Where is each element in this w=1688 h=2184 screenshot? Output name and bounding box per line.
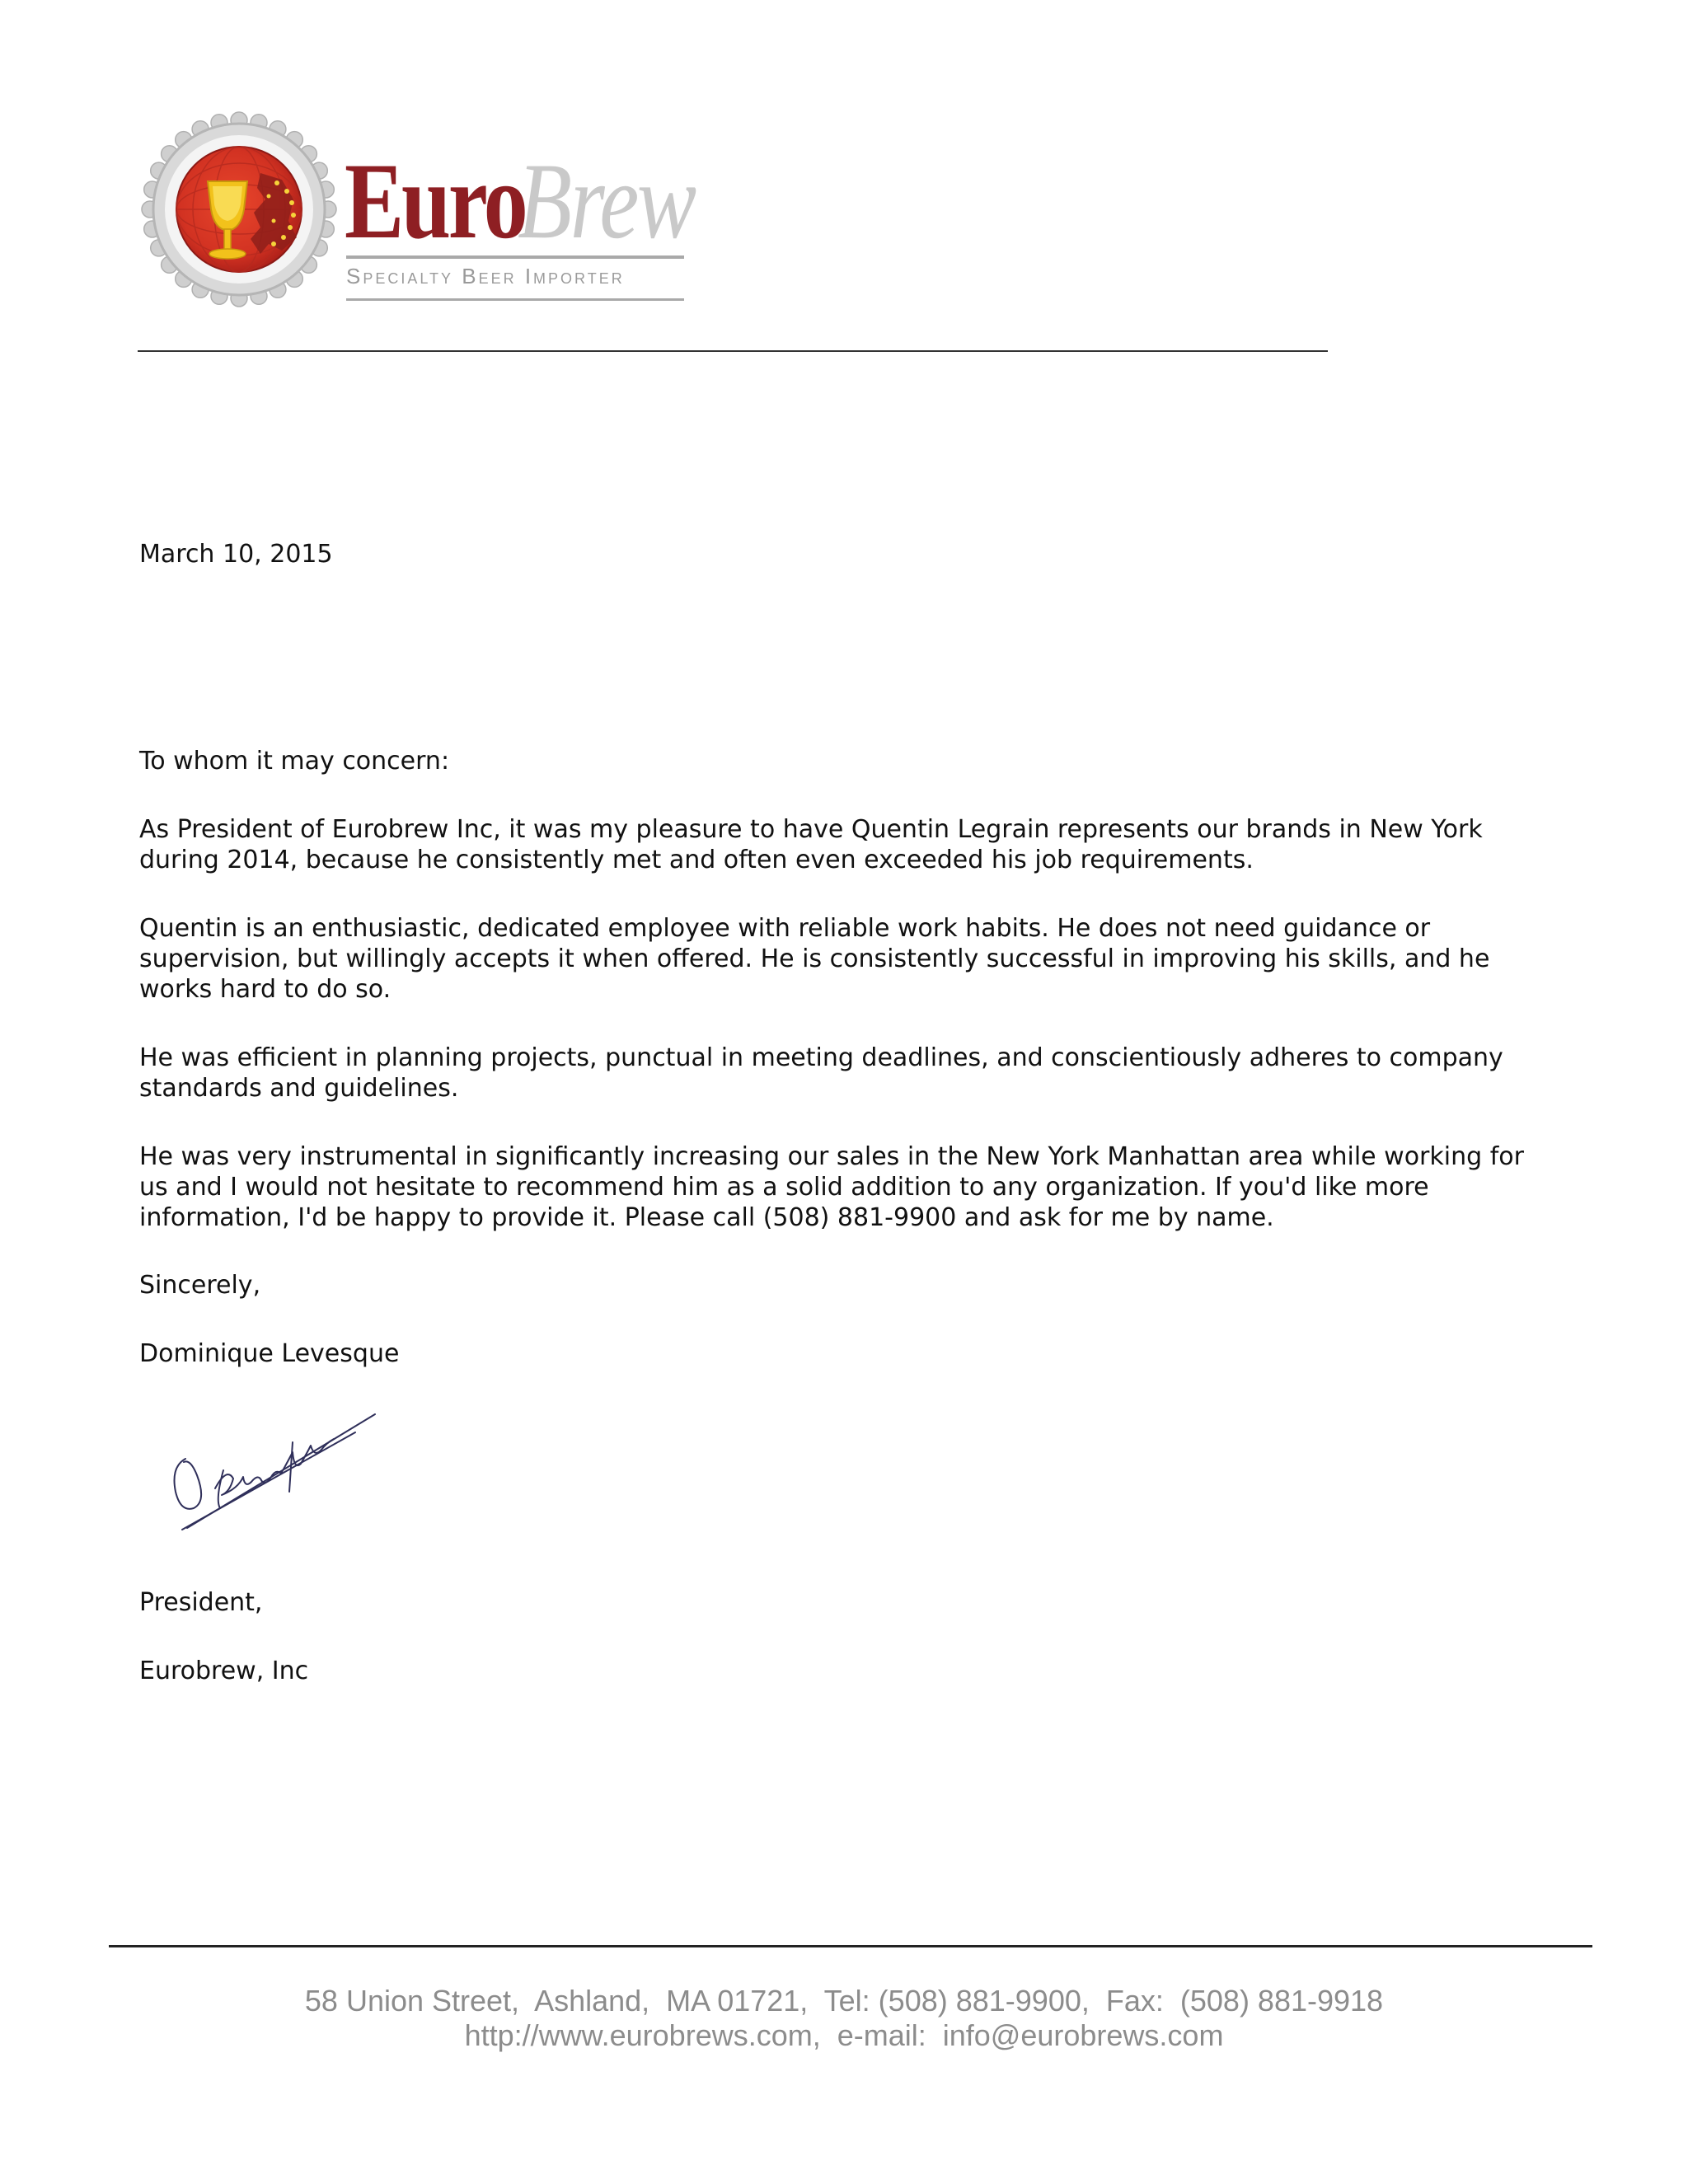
signer-name: Dominique Levesque [139,1339,400,1368]
eurobrew-logo-seal-icon [137,97,341,321]
footer-divider [109,1945,1592,1947]
salutation: To whom it may concern: [139,747,450,776]
body-paragraph-1: As President of Eurobrew Inc, it was my pleasure to have Quentin Legrain represents our brands in New York during 2014, because he consistently met and often even exceeded his job requirements. [139,815,1483,874]
body-paragraph-2: Quentin is an enthusiastic, dedicated employee with reliable work habits. He does not need guidance or supervision, but willingly accepts it when offered. He is consistently successful in improving his skills, and he works hard to do so. [139,914,1490,1004]
footer-web-contact: http://www.eurobrews.com, e-mail: info@eurobrews.com [464,2018,1224,2052]
handwritten-signature [169,1409,383,1541]
body-paragraph-4: He was very instrumental in significantly increasing our sales in the New York Manhattan area while working for us and I would not hesitate to recommend him as a solid addition to any organization. If you'd like more information, I'd be happy to provide it. Please call (508) 881-9900 and ask for me by name. [139,1142,1524,1232]
tagline-underline [346,298,684,301]
letterhead-divider [138,350,1328,352]
footer-address: 58 Union Street, Ashland, MA 01721, Tel: (508) 881-9900, Fax: (508) 881-9918 [304,1984,1384,2018]
letter-date: March 10, 2015 [139,540,333,569]
signer-title: President, [139,1588,263,1617]
body-paragraph-3: He was efficient in planning projects, punctual in meeting deadlines, and conscientiously adheres to company standards and guidelines. [139,1043,1503,1103]
eurobrew-wordmark [345,140,695,288]
brand-name [345,140,733,261]
signer-company: Eurobrew, Inc [139,1657,309,1685]
brand-name-brew: Brew [517,140,695,261]
brand-tagline: Specialty Beer Importer [346,255,684,289]
brand-name-euro: Euro [345,140,526,261]
closing: Sincerely, [139,1271,261,1300]
